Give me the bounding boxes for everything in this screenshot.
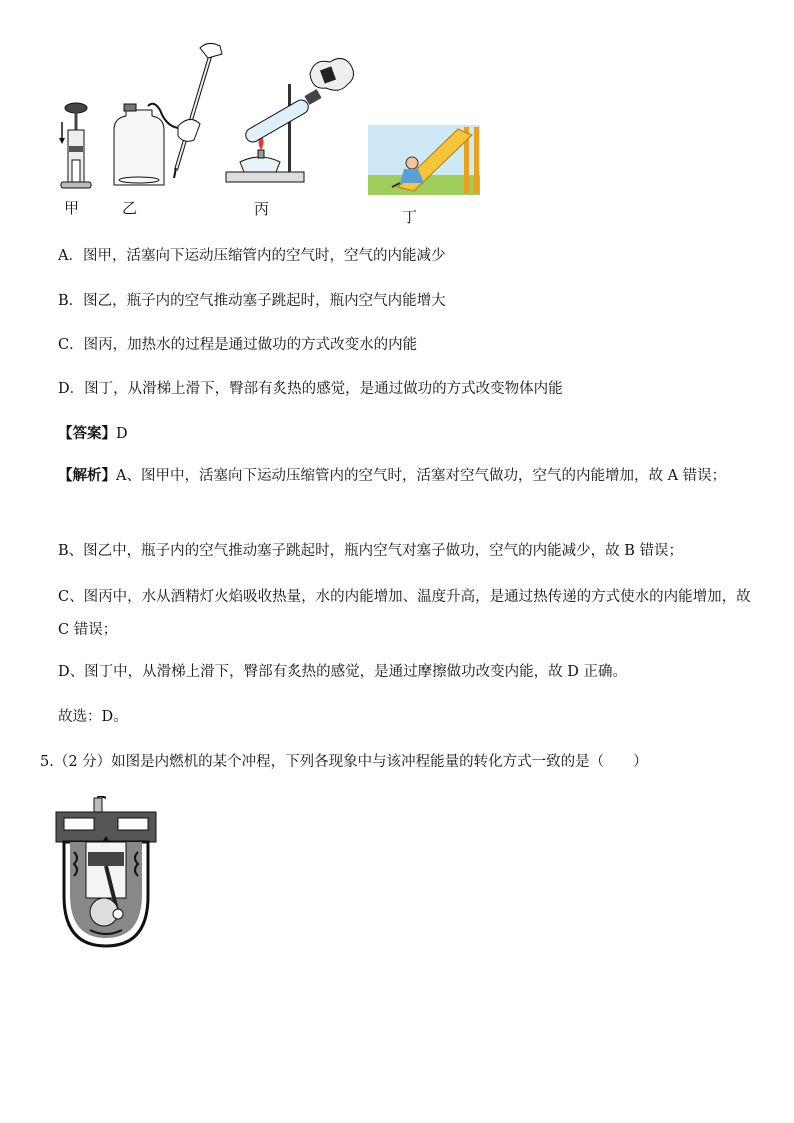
figure-engine-stroke	[54, 796, 158, 948]
analysis-p2: B、图乙中，瓶子内的空气推动塞子跳起时，瓶内空气对塞子做功，空气的内能减少，故 B 错误；	[58, 543, 684, 559]
figure-ding-slide	[368, 125, 480, 195]
option-c: C．图丙，加热水的过程是通过做功的方式改变水的内能	[58, 337, 418, 353]
option-d: D．图丁，从滑梯上滑下，臀部有炙热的感觉，是通过做功的方式改变物体内能	[58, 381, 563, 397]
figure-jia-syringe	[58, 100, 98, 192]
analysis-p4: D、图丁中，从滑梯上滑下，臀部有炙热的感觉，是通过摩擦做功改变内能，故 D 正确。	[58, 664, 627, 680]
figure-bing-label: 丙	[254, 200, 270, 218]
option-b: B．图乙，瓶子内的空气推动塞子跳起时，瓶内空气内能增大	[58, 293, 446, 309]
answer-label: 【答案】	[58, 425, 116, 442]
analysis-p1-text: A、图甲中，活塞向下运动压缩管内的空气时，活塞对空气做功，空气的内能增加，故 A 错误；	[116, 468, 727, 484]
figure-yi-label: 乙	[122, 199, 138, 217]
figure-ding-label: 丁	[402, 208, 418, 226]
question-5-text: 5.（2 分）如图是内燃机的某个冲程，下列各现象中与该冲程能量的转化方式一致的是（ ）	[40, 754, 648, 770]
analysis-p1	[58, 459, 762, 493]
answer-value: D	[116, 426, 128, 442]
analysis-p3: C、图丙中，水从酒精灯火焰吸收热量，水的内能增加、温度升高，是通过热传递的方式使水的内能增加，故 C 错误；	[58, 589, 751, 638]
analysis-p5: 故选：D。	[58, 709, 128, 725]
figure-yi-bottle-pump	[104, 40, 224, 190]
answer-line	[58, 424, 128, 444]
option-a: A．图甲，活塞向下运动压缩管内的空气时，空气的内能减少	[58, 248, 446, 264]
figure-bing-heating-tube	[222, 54, 357, 192]
analysis-label: 【解析】	[58, 467, 116, 484]
figure-jia-label: 甲	[64, 199, 80, 217]
